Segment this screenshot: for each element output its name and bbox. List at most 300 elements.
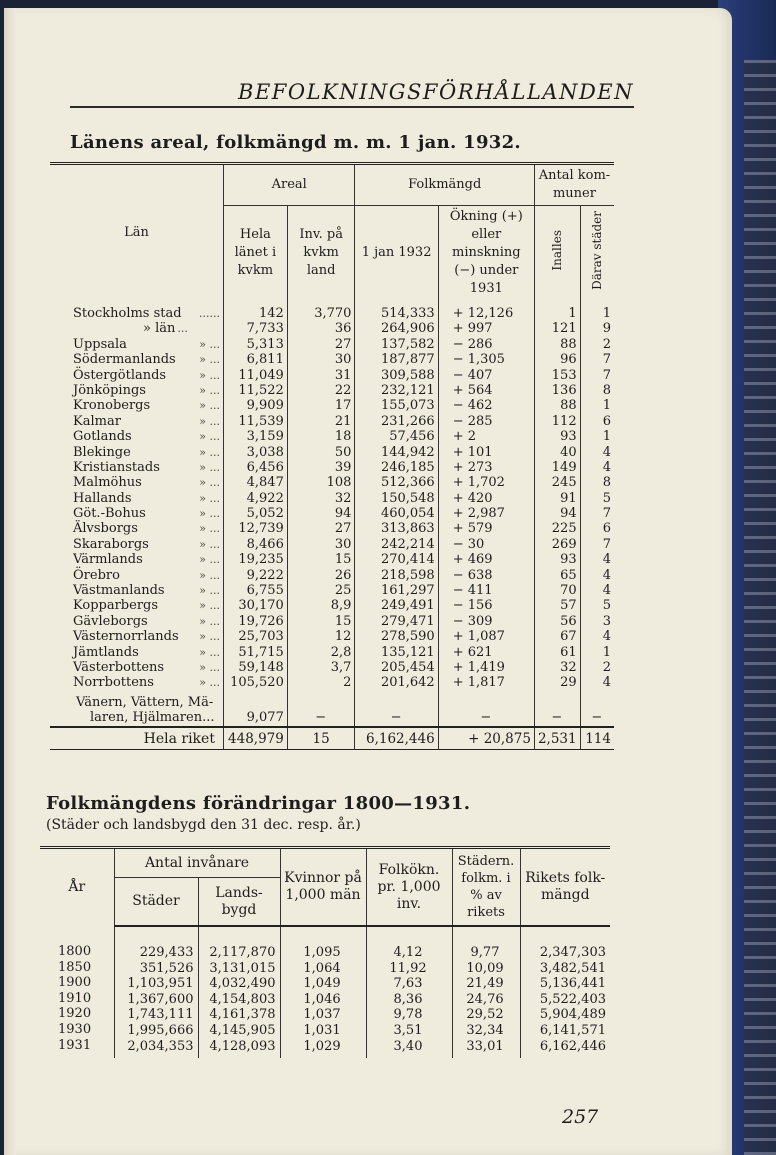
header-hela-lanet: Hela länet i kvkm (223, 206, 287, 301)
cell-population: 135,121 (380, 644, 435, 660)
cell-area: 51,715 (238, 644, 284, 660)
cell-density: 15 (334, 613, 352, 629)
cell-change: + 273 (452, 459, 493, 475)
cell-stader: 1,743,111 (127, 1007, 194, 1023)
county-name-text: Västernorrlands (73, 629, 179, 645)
cell-population: 205,454 (380, 659, 435, 675)
page-gutter (4, 8, 16, 1155)
cell-stader: 1 (602, 306, 611, 321)
county-name-text: Värmlands (73, 552, 143, 568)
col-kommuner (534, 300, 580, 691)
county-name (73, 598, 220, 613)
county-name-text: Gotlands (73, 429, 132, 445)
cell-change: + 621 (452, 644, 493, 660)
cell-stader: 5 (602, 598, 611, 614)
cell-rikets: 3,482,541 (539, 960, 606, 976)
cell-kommuner: 56 (560, 613, 577, 629)
col-stad-pct (452, 926, 520, 1058)
col-year (40, 926, 114, 1058)
lakes-area: 9,077 (223, 691, 287, 727)
county-name (73, 429, 220, 444)
county-name (73, 614, 220, 629)
cell-change: + 579 (452, 521, 493, 537)
county-name-dots: » ... (199, 507, 220, 521)
cell-area: 6,755 (246, 583, 284, 599)
cell-stader: 5 (602, 490, 611, 506)
cell-population: 270,414 (380, 552, 435, 568)
cell-stad_pct: 9,77 (470, 945, 500, 960)
cell-year: 1931 (58, 1037, 92, 1053)
cell-stader: 1 (602, 429, 611, 445)
cell-population: 514,333 (380, 306, 435, 321)
cell-population: 232,121 (380, 382, 435, 398)
cell-area: 11,049 (238, 367, 284, 383)
cell-area: 4,847 (246, 475, 284, 491)
county-name-dots: » ... (199, 599, 220, 613)
county-name (73, 475, 220, 490)
county-name-text: Södermanlands (73, 352, 176, 368)
header-rule (70, 106, 634, 108)
cell-stader: 6 (602, 521, 611, 537)
county-name (73, 368, 220, 383)
cell-stad_pct: 10,09 (466, 960, 504, 976)
cell-density: 39 (334, 459, 352, 475)
cell-population: 201,642 (380, 675, 435, 691)
cell-kommuner: 93 (560, 552, 577, 568)
cell-stader: 7 (602, 506, 611, 522)
cell-change: + 997 (452, 321, 493, 337)
cell-stader: 3 (602, 613, 611, 629)
cell-area: 5,052 (246, 506, 284, 522)
cell-change: − 1,305 (452, 352, 505, 368)
cell-stader: 8 (602, 475, 611, 491)
county-name (73, 352, 220, 367)
cell-population: 231,266 (380, 413, 435, 429)
county-name-text: Blekinge (73, 444, 131, 460)
county-name (73, 629, 220, 644)
county-name (73, 445, 220, 460)
county-name-dots: » ... (199, 491, 220, 505)
cell-stader: 7 (602, 352, 611, 368)
cell-area: 19,235 (238, 552, 284, 568)
cell-stader: 351,526 (139, 960, 194, 976)
total-row (50, 727, 614, 750)
cell-change: − 309 (452, 613, 493, 629)
cell-kommuner: 29 (560, 675, 577, 691)
county-name-text: Malmöhus (73, 475, 142, 491)
lakes-name-line1: Vänern, Vättern, Mä- (76, 694, 214, 710)
cell-kommuner: 1 (568, 306, 577, 321)
cell-area: 11,522 (238, 382, 284, 398)
cell-population: 161,297 (380, 583, 435, 599)
cell-stad_pct: 24,76 (466, 991, 504, 1007)
cell-population: 249,491 (380, 598, 435, 614)
cell-change: + 2,987 (452, 506, 505, 522)
cell-density: 27 (334, 336, 352, 352)
county-name (73, 306, 220, 321)
header-folkmangd: Folkmängd (355, 164, 535, 206)
county-name-dots: ... (177, 322, 188, 336)
cell-kvinnor: 1,031 (303, 1022, 341, 1038)
cell-area: 3,038 (246, 444, 284, 460)
cell-stad_pct: 29,52 (466, 1007, 504, 1023)
lakes-stader: − (580, 691, 614, 727)
cell-folkokn: 4,12 (393, 945, 423, 960)
cell-density: 30 (334, 352, 352, 368)
cell-density: 25 (334, 583, 352, 599)
cell-density: 36 (334, 321, 352, 337)
cell-kommuner: 91 (560, 490, 577, 506)
cell-change: − 156 (452, 598, 493, 614)
cell-landsbygd: 4,032,490 (209, 976, 276, 992)
cell-stader: 229,433 (139, 945, 194, 960)
county-name (73, 660, 220, 675)
cell-kvinnor: 1,095 (303, 945, 341, 960)
cell-year: 1920 (58, 1006, 92, 1022)
header-antal-invanare: Antal invånare (114, 848, 280, 878)
header-stadern: Städern. folkm. i % av rikets (452, 848, 520, 927)
cell-folkokn: 7,63 (393, 976, 423, 992)
total-kommuner: 2,531 (534, 727, 580, 750)
cell-density: 30 (334, 536, 352, 552)
county-name-text: Örebro (73, 567, 120, 583)
county-name-dots: » ... (199, 353, 220, 367)
cell-area: 142 (259, 306, 284, 321)
cell-density: 8,9 (330, 598, 352, 614)
cell-population: 57,456 (389, 429, 435, 445)
cell-density: 21 (334, 413, 352, 429)
county-name (73, 568, 220, 583)
county-name (73, 675, 220, 690)
cell-kommuner: 136 (551, 382, 577, 398)
running-title: BEFOLKNINGSFÖRHÅLLANDEN (238, 80, 634, 104)
cell-density: 50 (334, 444, 352, 460)
county-name-text: Kronobergs (73, 398, 151, 414)
cell-stader: 9 (602, 321, 611, 337)
county-name-dots: » ... (199, 430, 220, 444)
cell-change: − 411 (452, 583, 493, 599)
cell-area: 3,159 (246, 429, 284, 445)
county-name-text: Jönköpings (73, 382, 146, 398)
header-inalles-text: Inalles (550, 229, 565, 271)
cell-rikets: 2,347,303 (539, 945, 606, 960)
cell-density: 18 (334, 429, 352, 445)
county-name (73, 383, 220, 398)
cell-change: − 286 (452, 336, 493, 352)
cell-folkokn: 11,92 (389, 960, 427, 976)
cell-change: + 1,419 (452, 659, 505, 675)
cell-density: 3,7 (330, 659, 352, 675)
header-lan: Län (124, 224, 149, 240)
cell-change: − 30 (452, 536, 485, 552)
table2-body-row (40, 926, 610, 1058)
lakes-name-line2: laren, Hjälmaren... (90, 710, 215, 726)
cell-kvinnor: 1,064 (303, 960, 341, 976)
cell-area: 30,170 (238, 598, 284, 614)
header-inalles (534, 206, 580, 301)
cell-change: + 564 (452, 382, 493, 398)
cell-stader: 1 (602, 398, 611, 414)
col-area (223, 300, 287, 691)
cell-change: + 469 (452, 552, 493, 568)
cell-folkokn: 8,36 (393, 991, 423, 1007)
county-name (73, 506, 220, 521)
cell-population: 218,598 (380, 567, 435, 583)
county-name-dots: » ... (199, 537, 220, 551)
county-name (73, 521, 220, 536)
cell-stad_pct: 21,49 (466, 976, 504, 992)
cell-kvinnor: 1,046 (303, 991, 341, 1007)
lakes-density: − (287, 691, 355, 727)
table2-title: Folkmängdens förändringar 1800—1931. (46, 793, 471, 814)
cell-population: 278,590 (380, 629, 435, 645)
county-name-dots: » ... (199, 383, 220, 397)
cell-kommuner: 153 (551, 367, 577, 383)
header-darav-stader (580, 206, 614, 301)
cell-rikets: 6,141,571 (539, 1022, 606, 1038)
col-rikets (520, 926, 610, 1058)
cell-density: 15 (334, 552, 352, 568)
cell-kommuner: 269 (551, 536, 577, 552)
header-ar: År (68, 879, 86, 895)
cell-density: 94 (334, 506, 352, 522)
cell-kommuner: 70 (560, 583, 577, 599)
county-name-text: Älvsborgs (73, 521, 138, 537)
county-name-dots: » ... (199, 522, 220, 536)
county-name-text: Västerbottens (73, 659, 165, 675)
cell-stader: 2 (602, 336, 611, 352)
county-name-text: Östergötlands (73, 367, 167, 383)
col-kvinnor (280, 926, 366, 1058)
cell-area: 105,520 (230, 675, 284, 691)
cell-stader: 7 (602, 536, 611, 552)
col-population (355, 300, 438, 691)
cell-change: + 101 (452, 444, 493, 460)
county-name-dots: » ... (199, 584, 220, 598)
cell-area: 12,739 (238, 521, 284, 537)
cell-stader: 8 (602, 382, 611, 398)
cell-change: − 407 (452, 367, 493, 383)
cell-kommuner: 149 (551, 459, 577, 475)
total-change: + 20,875 (438, 727, 534, 750)
cell-stader: 4 (602, 583, 611, 599)
county-name-dots: » ... (199, 660, 220, 674)
cell-kommuner: 96 (560, 352, 577, 368)
cell-kommuner: 57 (560, 598, 577, 614)
total-area: 448,979 (223, 727, 287, 750)
cell-population: 313,863 (380, 521, 435, 537)
county-name-dots: ...... (198, 307, 220, 320)
county-name-text: Stockholms stad (73, 306, 182, 321)
cell-kommuner: 225 (551, 521, 577, 537)
cell-population: 512,366 (380, 475, 435, 491)
cell-landsbygd: 2,117,870 (209, 945, 276, 960)
header-areal: Areal (223, 164, 355, 206)
cell-change: + 12,126 (452, 306, 514, 321)
header-kvinnor: Kvinnor på 1,000 män (280, 848, 366, 927)
header-inv-pa-kvkm: Inv. på kvkm land (287, 206, 355, 301)
cell-kommuner: 65 (560, 567, 577, 583)
cell-kommuner: 121 (551, 321, 577, 337)
header-antal-kommuner: Antal kom-muner (534, 164, 614, 206)
header-jan1932: 1 jan 1932 (355, 206, 438, 301)
cell-rikets: 5,522,403 (539, 991, 606, 1007)
cell-area: 4,922 (246, 490, 284, 506)
cell-stader: 2 (602, 659, 611, 675)
county-name (73, 491, 220, 506)
county-name-dots: » ... (199, 553, 220, 567)
cell-density: 31 (334, 367, 352, 383)
table1-title: Länens areal, folkmängd m. m. 1 jan. 1932. (70, 132, 521, 153)
county-name (73, 398, 220, 413)
cell-change: + 1,817 (452, 675, 505, 691)
cell-kvinnor: 1,049 (303, 976, 341, 992)
header-rikets: Rikets folk-mängd (520, 848, 610, 927)
cell-density: 26 (334, 567, 352, 583)
cell-stader: 1,103,951 (127, 976, 194, 992)
cell-kommuner: 245 (551, 475, 577, 491)
header-landsbygd: Lands-bygd (198, 878, 280, 926)
cell-stader: 4 (602, 629, 611, 645)
county-table (50, 162, 614, 750)
county-name-dots: » ... (199, 476, 220, 490)
cell-density: 17 (334, 398, 352, 414)
cell-population: 155,073 (380, 398, 435, 414)
cell-density: 108 (326, 475, 352, 491)
cell-year: 1800 (58, 944, 92, 959)
county-name-text: Kristianstads (73, 459, 160, 475)
cell-year: 1910 (58, 990, 92, 1006)
county-rows (50, 300, 614, 691)
cell-population: 144,942 (380, 444, 435, 460)
cell-stader: 7 (602, 367, 611, 383)
col-stader (580, 300, 614, 691)
county-name-dots: » ... (199, 337, 220, 351)
lakes-change: − (438, 691, 534, 727)
population-change-table (40, 846, 610, 1058)
county-name-text: Jämtlands (73, 644, 139, 660)
cell-stader: 2,034,353 (127, 1038, 194, 1054)
cell-density: 12 (334, 629, 352, 645)
cell-change: + 1,702 (452, 475, 505, 491)
cell-stader: 4 (602, 552, 611, 568)
county-name-text: Gävleborgs (73, 613, 148, 629)
book-edge (744, 60, 776, 1155)
cell-population: 187,877 (380, 352, 435, 368)
total-label: Hela riket (50, 727, 223, 750)
cell-area: 9,909 (246, 398, 284, 414)
col-density (287, 300, 355, 691)
county-name (73, 460, 220, 475)
col-county-name (50, 300, 223, 691)
cell-landsbygd: 3,131,015 (209, 960, 276, 976)
county-name (73, 321, 220, 336)
cell-stader: 1,995,666 (127, 1022, 194, 1038)
cell-kommuner: 112 (551, 413, 577, 429)
cell-area: 6,456 (246, 459, 284, 475)
cell-stader: 1 (602, 644, 611, 660)
county-name (73, 537, 220, 552)
cell-kommuner: 88 (560, 336, 577, 352)
col-stader (114, 926, 198, 1058)
total-population: 6,162,446 (355, 727, 438, 750)
county-name (73, 583, 220, 598)
cell-stader: 1,367,600 (127, 991, 194, 1007)
header-folkokn: Folkökn. pr. 1,000 inv. (366, 848, 452, 927)
county-name-text: Hallands (73, 490, 132, 506)
cell-population: 279,471 (380, 613, 435, 629)
county-name-dots: » ... (199, 460, 220, 474)
header-darav-stader-text: Därav städer (590, 210, 605, 290)
cell-change: − 462 (452, 398, 493, 414)
cell-density: 3,770 (314, 306, 352, 321)
total-stader: 114 (580, 727, 614, 750)
county-name (73, 552, 220, 567)
cell-area: 19,726 (238, 613, 284, 629)
cell-stader: 4 (602, 459, 611, 475)
cell-kommuner: 61 (560, 644, 577, 660)
county-name-text: Kopparbergs (73, 598, 159, 614)
county-name (73, 645, 220, 660)
col-landsbygd (198, 926, 280, 1058)
cell-stader: 4 (602, 675, 611, 691)
cell-density: 2,8 (330, 644, 352, 660)
cell-landsbygd: 4,154,803 (209, 991, 276, 1007)
county-name-text: Norrbottens (73, 675, 154, 691)
cell-change: − 285 (452, 413, 493, 429)
cell-density: 2 (343, 675, 352, 691)
cell-landsbygd: 4,145,905 (209, 1022, 276, 1038)
cell-density: 27 (334, 521, 352, 537)
cell-population: 309,588 (380, 367, 435, 383)
cell-landsbygd: 4,128,093 (209, 1038, 276, 1054)
cell-change: + 1,087 (452, 629, 505, 645)
cell-kommuner: 67 (560, 629, 577, 645)
county-name-text: » län (143, 321, 176, 337)
cell-population: 246,185 (380, 459, 435, 475)
cell-area: 5,313 (246, 336, 284, 352)
col-folkokn (366, 926, 452, 1058)
table2-subtitle: (Städer och landsbygd den 31 dec. resp. år.) (46, 817, 361, 833)
cell-change: + 2 (452, 429, 476, 445)
cell-kommuner: 40 (560, 444, 577, 460)
cell-kommuner: 94 (560, 506, 577, 522)
county-name-text: Göt.-Bohus (73, 506, 146, 522)
cell-kommuner: 93 (560, 429, 577, 445)
county-name-dots: » ... (199, 445, 220, 459)
cell-area: 9,222 (246, 567, 284, 583)
cell-population: 242,214 (380, 536, 435, 552)
cell-area: 25,703 (238, 629, 284, 645)
lakes-population: − (355, 691, 438, 727)
cell-rikets: 5,136,441 (539, 976, 606, 992)
cell-stader: 4 (602, 567, 611, 583)
cell-area: 7,733 (246, 321, 284, 337)
header-stader: Städer (114, 878, 198, 926)
cell-density: 22 (334, 382, 352, 398)
cell-stader: 6 (602, 413, 611, 429)
county-name-dots: » ... (199, 368, 220, 382)
cell-landsbygd: 4,161,378 (209, 1007, 276, 1023)
page-number: 257 (562, 1106, 599, 1128)
county-name-dots: » ... (199, 676, 220, 690)
cell-year: 1930 (58, 1021, 92, 1037)
cell-density: 32 (334, 490, 352, 506)
cell-area: 8,466 (246, 536, 284, 552)
cell-area: 59,148 (238, 659, 284, 675)
cell-change: − 638 (452, 567, 493, 583)
county-name-dots: » ... (199, 399, 220, 413)
